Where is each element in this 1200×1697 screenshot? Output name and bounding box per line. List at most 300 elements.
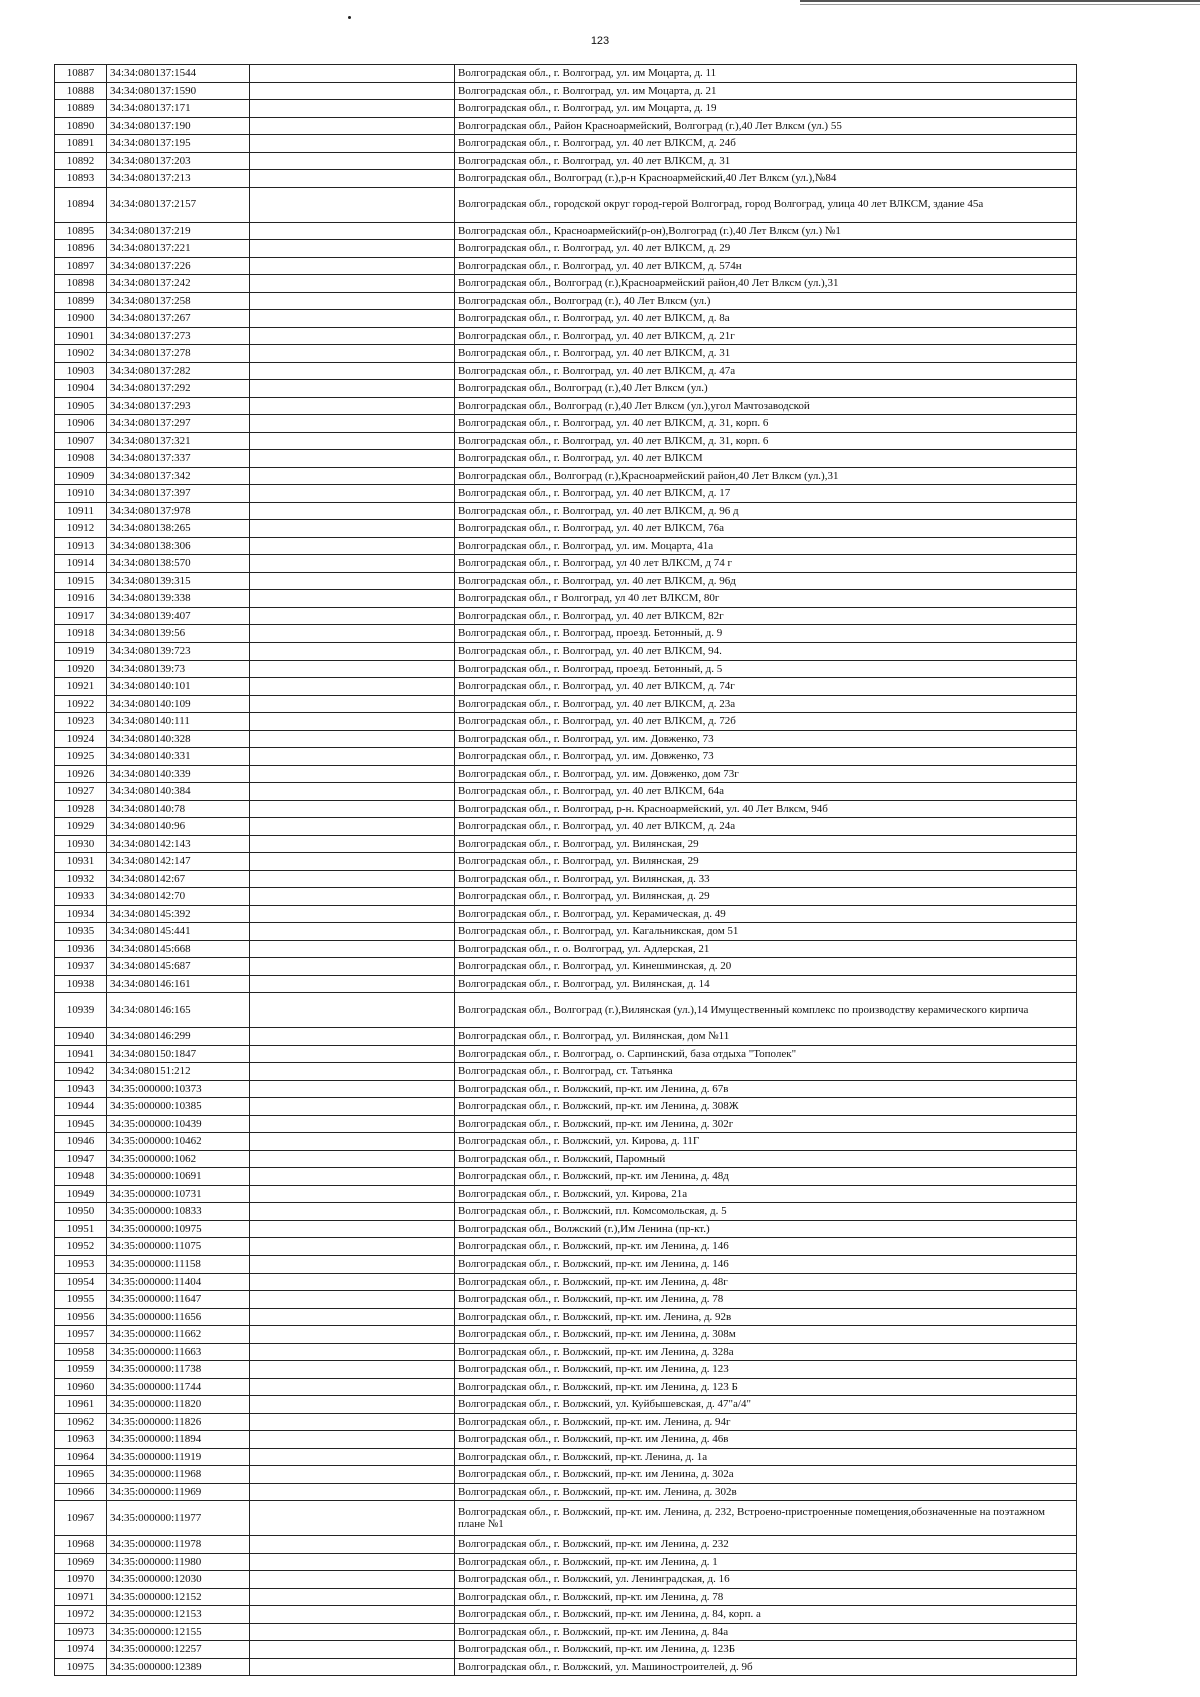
row-number: 10974 bbox=[55, 1641, 107, 1659]
cadastral-number: 34:35:000000:11158 bbox=[107, 1256, 250, 1274]
empty-cell bbox=[250, 1115, 455, 1133]
address: Волгоградская обл., г. Волгоград, ул. Вилянская, д. 29 bbox=[455, 888, 1077, 906]
cadastral-number: 34:35:000000:12030 bbox=[107, 1571, 250, 1589]
address: Волгоградская обл., г. Волжский, пр-кт. им Ленина, д. 46в bbox=[455, 1431, 1077, 1449]
empty-cell bbox=[250, 380, 455, 398]
row-number: 10904 bbox=[55, 380, 107, 398]
row-number: 10975 bbox=[55, 1658, 107, 1676]
table-row bbox=[55, 1448, 1077, 1466]
empty-cell bbox=[250, 853, 455, 871]
address: Волгоградская обл., г Волгоград, ул 40 лет ВЛКСМ, 80г bbox=[455, 590, 1077, 608]
cadastral-number: 34:34:080139:338 bbox=[107, 590, 250, 608]
address: Волгоградская обл., г. Волгоград, ул. им Моцарта, д. 11 bbox=[455, 65, 1077, 83]
table-row bbox=[55, 1501, 1077, 1536]
empty-cell bbox=[250, 1203, 455, 1221]
address: Волгоградская обл., г. Волжский, пл. Комсомольская, д. 5 bbox=[455, 1203, 1077, 1221]
cadastral-number: 34:34:080151:212 bbox=[107, 1063, 250, 1081]
empty-cell bbox=[250, 713, 455, 731]
cadastral-number: 34:34:080137:273 bbox=[107, 327, 250, 345]
address: Волгоградская обл., г. Волжский, пр-кт. им. Ленина, д. 94г bbox=[455, 1413, 1077, 1431]
table-row bbox=[55, 1133, 1077, 1151]
address: Волгоградская обл., г. Волгоград, проезд. Бетонный, д. 9 bbox=[455, 625, 1077, 643]
table-row bbox=[55, 1588, 1077, 1606]
cadastral-number: 34:34:080145:687 bbox=[107, 958, 250, 976]
row-number: 10941 bbox=[55, 1045, 107, 1063]
row-number: 10933 bbox=[55, 888, 107, 906]
empty-cell bbox=[250, 520, 455, 538]
table-row bbox=[55, 1028, 1077, 1046]
cadastral-number: 34:35:000000:12257 bbox=[107, 1641, 250, 1659]
address: Волгоградская обл., г. Волжский, пр-кт. им Ленина, д. 123 Б bbox=[455, 1378, 1077, 1396]
row-number: 10916 bbox=[55, 590, 107, 608]
cadastral-number: 34:35:000000:11647 bbox=[107, 1291, 250, 1309]
row-number: 10910 bbox=[55, 485, 107, 503]
row-number: 10949 bbox=[55, 1185, 107, 1203]
empty-cell bbox=[250, 1431, 455, 1449]
empty-cell bbox=[250, 450, 455, 468]
row-number: 10905 bbox=[55, 397, 107, 415]
row-number: 10934 bbox=[55, 905, 107, 923]
row-number: 10898 bbox=[55, 275, 107, 293]
table-row bbox=[55, 905, 1077, 923]
address: Волгоградская обл., г. Волжский, пр-кт. им Ленина, д. 78 bbox=[455, 1588, 1077, 1606]
table-row bbox=[55, 415, 1077, 433]
cadastral-number: 34:34:080137:190 bbox=[107, 117, 250, 135]
empty-cell bbox=[250, 818, 455, 836]
row-number: 10927 bbox=[55, 783, 107, 801]
table-row bbox=[55, 82, 1077, 100]
row-number: 10958 bbox=[55, 1343, 107, 1361]
table-row bbox=[55, 1045, 1077, 1063]
address: Волгоградская обл., г. Волгоград, ул. Вилянская, д. 33 bbox=[455, 870, 1077, 888]
cadastral-number: 34:34:080137:1544 bbox=[107, 65, 250, 83]
table-row bbox=[55, 1623, 1077, 1641]
address: Волгоградская обл., городской округ город-герой Волгоград, город Волгоград, улица 40 лет ВЛКСМ, здание 45а bbox=[455, 187, 1077, 222]
empty-cell bbox=[250, 275, 455, 293]
table-row bbox=[55, 1203, 1077, 1221]
empty-cell bbox=[250, 625, 455, 643]
empty-cell bbox=[250, 1588, 455, 1606]
row-number: 10930 bbox=[55, 835, 107, 853]
property-registry-table bbox=[54, 64, 1077, 1676]
empty-cell bbox=[250, 765, 455, 783]
cadastral-number: 34:35:000000:10462 bbox=[107, 1133, 250, 1151]
cadastral-number: 34:35:000000:11744 bbox=[107, 1378, 250, 1396]
row-number: 10895 bbox=[55, 222, 107, 240]
empty-cell bbox=[250, 222, 455, 240]
empty-cell bbox=[250, 783, 455, 801]
table-row bbox=[55, 923, 1077, 941]
address: Волгоградская обл., г. о. Волгоград, ул. Адлерская, 21 bbox=[455, 940, 1077, 958]
table-row bbox=[55, 275, 1077, 293]
table-row bbox=[55, 240, 1077, 258]
empty-cell bbox=[250, 555, 455, 573]
row-number: 10924 bbox=[55, 730, 107, 748]
cadastral-number: 34:34:080137:282 bbox=[107, 362, 250, 380]
empty-cell bbox=[250, 642, 455, 660]
empty-cell bbox=[250, 1028, 455, 1046]
row-number: 10970 bbox=[55, 1571, 107, 1589]
cadastral-number: 34:34:080137:195 bbox=[107, 135, 250, 153]
address: Волгоградская обл., г. Волгоград, ул. Кагальникская, дом 51 bbox=[455, 923, 1077, 941]
table-row bbox=[55, 537, 1077, 555]
table-row bbox=[55, 1606, 1077, 1624]
address: Волгоградская обл., г. Волжский, пр-кт. им Ленина, д. 1 bbox=[455, 1553, 1077, 1571]
row-number: 10938 bbox=[55, 975, 107, 993]
empty-cell bbox=[250, 82, 455, 100]
row-number: 10936 bbox=[55, 940, 107, 958]
row-number: 10966 bbox=[55, 1483, 107, 1501]
address: Волгоградская обл., г. Волжский, пр-кт. им Ленина, д. 67в bbox=[455, 1080, 1077, 1098]
cadastral-number: 34:34:080138:306 bbox=[107, 537, 250, 555]
cadastral-number: 34:35:000000:11894 bbox=[107, 1431, 250, 1449]
row-number: 10955 bbox=[55, 1291, 107, 1309]
row-number: 10939 bbox=[55, 993, 107, 1028]
row-number: 10965 bbox=[55, 1466, 107, 1484]
empty-cell bbox=[250, 310, 455, 328]
empty-cell bbox=[250, 240, 455, 258]
table-row bbox=[55, 1291, 1077, 1309]
address: Волгоградская обл., г. Волжский, пр-кт. Ленина, д. 1а bbox=[455, 1448, 1077, 1466]
empty-cell bbox=[250, 1396, 455, 1414]
table-row bbox=[55, 362, 1077, 380]
empty-cell bbox=[250, 1098, 455, 1116]
table-row bbox=[55, 1168, 1077, 1186]
row-number: 10956 bbox=[55, 1308, 107, 1326]
table-row bbox=[55, 1150, 1077, 1168]
table-row bbox=[55, 397, 1077, 415]
cadastral-number: 34:35:000000:11663 bbox=[107, 1343, 250, 1361]
address: Волгоградская обл., г. Волжский, пр-кт. им Ленина, д. 302г bbox=[455, 1115, 1077, 1133]
cadastral-number: 34:34:080142:147 bbox=[107, 853, 250, 871]
cadastral-number: 34:34:080140:109 bbox=[107, 695, 250, 713]
address: Волгоградская обл., Красноармейский(р-он),Волгоград (г.),40 Лет Влксм (ул.) №1 bbox=[455, 222, 1077, 240]
row-number: 10892 bbox=[55, 152, 107, 170]
row-number: 10909 bbox=[55, 467, 107, 485]
row-number: 10960 bbox=[55, 1378, 107, 1396]
address: Волгоградская обл., г. Волжский, пр-кт. им Ленина, д. 302а bbox=[455, 1466, 1077, 1484]
empty-cell bbox=[250, 1080, 455, 1098]
page-number: 123 bbox=[590, 35, 610, 47]
address: Волгоградская обл., г. Волгоград, ул. 40 лет ВЛКСМ, д. 23а bbox=[455, 695, 1077, 713]
cadastral-number: 34:35:000000:11919 bbox=[107, 1448, 250, 1466]
row-number: 10953 bbox=[55, 1256, 107, 1274]
address: Волгоградская обл., г. Волгоград, ул. Вилянская, 29 bbox=[455, 835, 1077, 853]
row-number: 10945 bbox=[55, 1115, 107, 1133]
cadastral-number: 34:35:000000:11978 bbox=[107, 1536, 250, 1554]
table-row bbox=[55, 1396, 1077, 1414]
row-number: 10928 bbox=[55, 800, 107, 818]
table-row bbox=[55, 695, 1077, 713]
address: Волгоградская обл., г. Волгоград, ст. Татьянка bbox=[455, 1063, 1077, 1081]
address: Волгоградская обл., г. Волжский, пр-кт. им Ленина, д. 123 bbox=[455, 1361, 1077, 1379]
row-number: 10900 bbox=[55, 310, 107, 328]
cadastral-number: 34:35:000000:11969 bbox=[107, 1483, 250, 1501]
table-row bbox=[55, 835, 1077, 853]
empty-cell bbox=[250, 607, 455, 625]
cadastral-number: 34:34:080137:258 bbox=[107, 292, 250, 310]
address: Волгоградская обл., Волгоград (г.),Красноармейский район,40 Лет Влксм (ул.),31 bbox=[455, 467, 1077, 485]
table-row bbox=[55, 327, 1077, 345]
row-number: 10911 bbox=[55, 502, 107, 520]
address: Волгоградская обл., г. Волжский, пр-кт. им Ленина, д. 232 bbox=[455, 1536, 1077, 1554]
address: Волгоградская обл., г. Волжский, ул. Кирова, 21а bbox=[455, 1185, 1077, 1203]
cadastral-number: 34:35:000000:11980 bbox=[107, 1553, 250, 1571]
row-number: 10893 bbox=[55, 170, 107, 188]
cadastral-number: 34:35:000000:10373 bbox=[107, 1080, 250, 1098]
address: Волгоградская обл., г. Волжский, пр-кт. им Ленина, д. 84а bbox=[455, 1623, 1077, 1641]
address: Волгоградская обл., г. Волжский, пр-кт. им Ленина, д. 48г bbox=[455, 1273, 1077, 1291]
cadastral-number: 34:35:000000:11820 bbox=[107, 1396, 250, 1414]
table-row bbox=[55, 170, 1077, 188]
cadastral-number: 34:34:080137:337 bbox=[107, 450, 250, 468]
table-row bbox=[55, 607, 1077, 625]
empty-cell bbox=[250, 1150, 455, 1168]
cadastral-number: 34:35:000000:10833 bbox=[107, 1203, 250, 1221]
empty-cell bbox=[250, 1448, 455, 1466]
address: Волгоградская обл., г. Волгоград, ул. 40 лет ВЛКСМ, д. 24а bbox=[455, 818, 1077, 836]
cadastral-number: 34:35:000000:11977 bbox=[107, 1501, 250, 1536]
empty-cell bbox=[250, 1641, 455, 1659]
table-row bbox=[55, 1063, 1077, 1081]
row-number: 10950 bbox=[55, 1203, 107, 1221]
empty-cell bbox=[250, 993, 455, 1028]
address: Волгоградская обл., г. Волгоград, ул. 40 лет ВЛКСМ, 94. bbox=[455, 642, 1077, 660]
table-row bbox=[55, 572, 1077, 590]
row-number: 10902 bbox=[55, 345, 107, 363]
row-number: 10932 bbox=[55, 870, 107, 888]
empty-cell bbox=[250, 748, 455, 766]
empty-cell bbox=[250, 1483, 455, 1501]
empty-cell bbox=[250, 1063, 455, 1081]
table-row bbox=[55, 520, 1077, 538]
row-number: 10922 bbox=[55, 695, 107, 713]
row-number: 10903 bbox=[55, 362, 107, 380]
empty-cell bbox=[250, 1273, 455, 1291]
address: Волгоградская обл., г. Волгоград, ул. им. Моцарта, 41а bbox=[455, 537, 1077, 555]
row-number: 10899 bbox=[55, 292, 107, 310]
table-row bbox=[55, 485, 1077, 503]
cadastral-number: 34:34:080142:70 bbox=[107, 888, 250, 906]
address: Волгоградская обл., г. Волжский, ул. Куйбышевская, д. 47"а/4" bbox=[455, 1396, 1077, 1414]
cadastral-number: 34:34:080139:407 bbox=[107, 607, 250, 625]
cadastral-number: 34:34:080137:219 bbox=[107, 222, 250, 240]
address: Волгоградская обл., Волгоград (г.),40 Лет Влксм (ул.),угол Мачтозаводской bbox=[455, 397, 1077, 415]
empty-cell bbox=[250, 975, 455, 993]
empty-cell bbox=[250, 502, 455, 520]
row-number: 10969 bbox=[55, 1553, 107, 1571]
scan-speck bbox=[348, 16, 351, 19]
cadastral-number: 34:35:000000:10691 bbox=[107, 1168, 250, 1186]
address: Волгоградская обл., г. Волжский, пр-кт. им Ленина, д. 48д bbox=[455, 1168, 1077, 1186]
empty-cell bbox=[250, 800, 455, 818]
empty-cell bbox=[250, 292, 455, 310]
row-number: 10888 bbox=[55, 82, 107, 100]
cadastral-number: 34:35:000000:11075 bbox=[107, 1238, 250, 1256]
empty-cell bbox=[250, 1413, 455, 1431]
empty-cell bbox=[250, 152, 455, 170]
row-number: 10951 bbox=[55, 1220, 107, 1238]
empty-cell bbox=[250, 1168, 455, 1186]
empty-cell bbox=[250, 678, 455, 696]
address: Волгоградская обл., г. Волжский, ул. Кирова, д. 11Г bbox=[455, 1133, 1077, 1151]
table-row bbox=[55, 1378, 1077, 1396]
cadastral-number: 34:34:080142:143 bbox=[107, 835, 250, 853]
cadastral-number: 34:35:000000:12155 bbox=[107, 1623, 250, 1641]
cadastral-number: 34:34:080137:278 bbox=[107, 345, 250, 363]
row-number: 10921 bbox=[55, 678, 107, 696]
empty-cell bbox=[250, 1623, 455, 1641]
empty-cell bbox=[250, 940, 455, 958]
address: Волгоградская обл., г. Волгоград, ул. 40 лет ВЛКСМ, 64а bbox=[455, 783, 1077, 801]
table-row bbox=[55, 975, 1077, 993]
address: Волгоградская обл., г. Волгоград, ул. им. Довженко, дом 73г bbox=[455, 765, 1077, 783]
cadastral-number: 34:34:080145:668 bbox=[107, 940, 250, 958]
cadastral-number: 34:34:080142:67 bbox=[107, 870, 250, 888]
empty-cell bbox=[250, 432, 455, 450]
cadastral-number: 34:34:080137:203 bbox=[107, 152, 250, 170]
address: Волгоградская обл., г. Волгоград, ул. 40 лет ВЛКСМ, д. 74г bbox=[455, 678, 1077, 696]
row-number: 10901 bbox=[55, 327, 107, 345]
empty-cell bbox=[250, 1606, 455, 1624]
row-number: 10961 bbox=[55, 1396, 107, 1414]
table-row bbox=[55, 467, 1077, 485]
cadastral-number: 34:34:080139:73 bbox=[107, 660, 250, 678]
empty-cell bbox=[250, 170, 455, 188]
address: Волгоградская обл., г. Волжский, пр-кт. им. Ленина, д. 92в bbox=[455, 1308, 1077, 1326]
address: Волгоградская обл., г. Волгоград, ул. Кинешминская, д. 20 bbox=[455, 958, 1077, 976]
cadastral-number: 34:34:080137:221 bbox=[107, 240, 250, 258]
row-number: 10971 bbox=[55, 1588, 107, 1606]
row-number: 10907 bbox=[55, 432, 107, 450]
empty-cell bbox=[250, 135, 455, 153]
address: Волгоградская обл., г. Волгоград, ул. 40 лет ВЛКСМ, д. 47а bbox=[455, 362, 1077, 380]
empty-cell bbox=[250, 345, 455, 363]
cadastral-number: 34:34:080140:328 bbox=[107, 730, 250, 748]
empty-cell bbox=[250, 1553, 455, 1571]
address: Волгоградская обл., г. Волгоград, ул. 40 лет ВЛКСМ bbox=[455, 450, 1077, 468]
address: Волгоградская обл., г. Волгоград, ул. 40 лет ВЛКСМ, д. 72б bbox=[455, 713, 1077, 731]
table-row bbox=[55, 1483, 1077, 1501]
table-row bbox=[55, 117, 1077, 135]
cadastral-number: 34:34:080139:56 bbox=[107, 625, 250, 643]
table-row bbox=[55, 502, 1077, 520]
cadastral-number: 34:34:080137:342 bbox=[107, 467, 250, 485]
table-row bbox=[55, 1431, 1077, 1449]
table-row bbox=[55, 450, 1077, 468]
address: Волгоградская обл., г. Волгоград, ул. им. Довженко, 73 bbox=[455, 748, 1077, 766]
table-row bbox=[55, 642, 1077, 660]
empty-cell bbox=[250, 187, 455, 222]
table-row bbox=[55, 590, 1077, 608]
cadastral-number: 34:34:080138:265 bbox=[107, 520, 250, 538]
address: Волгоградская обл., Волгоград (г.),40 Лет Влксм (ул.) bbox=[455, 380, 1077, 398]
row-number: 10914 bbox=[55, 555, 107, 573]
empty-cell bbox=[250, 958, 455, 976]
address: Волгоградская обл., г. Волгоград, ул 40 лет ВЛКСМ, д 74 г bbox=[455, 555, 1077, 573]
cadastral-number: 34:34:080137:1590 bbox=[107, 82, 250, 100]
address: Волгоградская обл., г. Волгоград, ул. Вилянская, дом №11 bbox=[455, 1028, 1077, 1046]
empty-cell bbox=[250, 1361, 455, 1379]
row-number: 10946 bbox=[55, 1133, 107, 1151]
empty-cell bbox=[250, 397, 455, 415]
empty-cell bbox=[250, 1133, 455, 1151]
table-row bbox=[55, 730, 1077, 748]
address: Волгоградская обл., г. Волжский, ул. Машиностроителей, д. 9б bbox=[455, 1658, 1077, 1676]
empty-cell bbox=[250, 730, 455, 748]
table-row bbox=[55, 853, 1077, 871]
cadastral-number: 34:34:080140:339 bbox=[107, 765, 250, 783]
row-number: 10929 bbox=[55, 818, 107, 836]
empty-cell bbox=[250, 660, 455, 678]
empty-cell bbox=[250, 117, 455, 135]
empty-cell bbox=[250, 1343, 455, 1361]
empty-cell bbox=[250, 905, 455, 923]
cadastral-number: 34:34:080137:226 bbox=[107, 257, 250, 275]
cadastral-number: 34:34:080137:297 bbox=[107, 415, 250, 433]
row-number: 10943 bbox=[55, 1080, 107, 1098]
row-number: 10890 bbox=[55, 117, 107, 135]
table-row bbox=[55, 292, 1077, 310]
address: Волгоградская обл., г. Волгоград, ул. 40 лет ВЛКСМ, д. 31 bbox=[455, 345, 1077, 363]
registry-body bbox=[55, 65, 1077, 1676]
row-number: 10967 bbox=[55, 1501, 107, 1536]
table-row bbox=[55, 1553, 1077, 1571]
cadastral-number: 34:35:000000:10439 bbox=[107, 1115, 250, 1133]
row-number: 10937 bbox=[55, 958, 107, 976]
address: Волгоградская обл., г. Волгоград, ул. 40 лет ВЛКСМ, д. 29 bbox=[455, 240, 1077, 258]
cadastral-number: 34:34:080137:978 bbox=[107, 502, 250, 520]
row-number: 10908 bbox=[55, 450, 107, 468]
table-row bbox=[55, 1220, 1077, 1238]
cadastral-number: 34:35:000000:10731 bbox=[107, 1185, 250, 1203]
table-row bbox=[55, 432, 1077, 450]
address: Волгоградская обл., Волгоград (г.),Вилянская (ул.),14 Имущественный комплекс по производству керамического кирпича bbox=[455, 993, 1077, 1028]
address: Волгоградская обл., г. Волгоград, ул. 40 лет ВЛКСМ, д. 8а bbox=[455, 310, 1077, 328]
table-row bbox=[55, 888, 1077, 906]
table-row bbox=[55, 222, 1077, 240]
empty-cell bbox=[250, 923, 455, 941]
cadastral-number: 34:35:000000:11826 bbox=[107, 1413, 250, 1431]
cadastral-number: 34:34:080150:1847 bbox=[107, 1045, 250, 1063]
row-number: 10913 bbox=[55, 537, 107, 555]
row-number: 10906 bbox=[55, 415, 107, 433]
table-row bbox=[55, 1098, 1077, 1116]
row-number: 10935 bbox=[55, 923, 107, 941]
table-row bbox=[55, 345, 1077, 363]
address: Волгоградская обл., г. Волгоград, ул. 40 лет ВЛКСМ, д. 96д bbox=[455, 572, 1077, 590]
address: Волгоградская обл., г. Волгоград, проезд. Бетонный, д. 5 bbox=[455, 660, 1077, 678]
row-number: 10940 bbox=[55, 1028, 107, 1046]
cadastral-number: 34:34:080137:321 bbox=[107, 432, 250, 450]
cadastral-number: 34:35:000000:11404 bbox=[107, 1273, 250, 1291]
row-number: 10919 bbox=[55, 642, 107, 660]
empty-cell bbox=[250, 572, 455, 590]
address: Волгоградская обл., г. Волгоград, ул. 40 лет ВЛКСМ, д. 31 bbox=[455, 152, 1077, 170]
cadastral-number: 34:35:000000:10975 bbox=[107, 1220, 250, 1238]
cadastral-number: 34:34:080140:96 bbox=[107, 818, 250, 836]
address: Волгоградская обл., г. Волжский, ул. Ленинградская, д. 16 bbox=[455, 1571, 1077, 1589]
address: Волгоградская обл., Район Красноармейский, Волгоград (г.),40 Лет Влксм (ул.) 55 bbox=[455, 117, 1077, 135]
empty-cell bbox=[250, 327, 455, 345]
empty-cell bbox=[250, 1308, 455, 1326]
cadastral-number: 34:34:080137:397 bbox=[107, 485, 250, 503]
cadastral-number: 34:34:080139:723 bbox=[107, 642, 250, 660]
row-number: 10894 bbox=[55, 187, 107, 222]
row-number: 10957 bbox=[55, 1326, 107, 1344]
address: Волгоградская обл., г. Волжский, Паромный bbox=[455, 1150, 1077, 1168]
address: Волгоградская обл., г. Волгоград, ул. 40 лет ВЛКСМ, 76а bbox=[455, 520, 1077, 538]
